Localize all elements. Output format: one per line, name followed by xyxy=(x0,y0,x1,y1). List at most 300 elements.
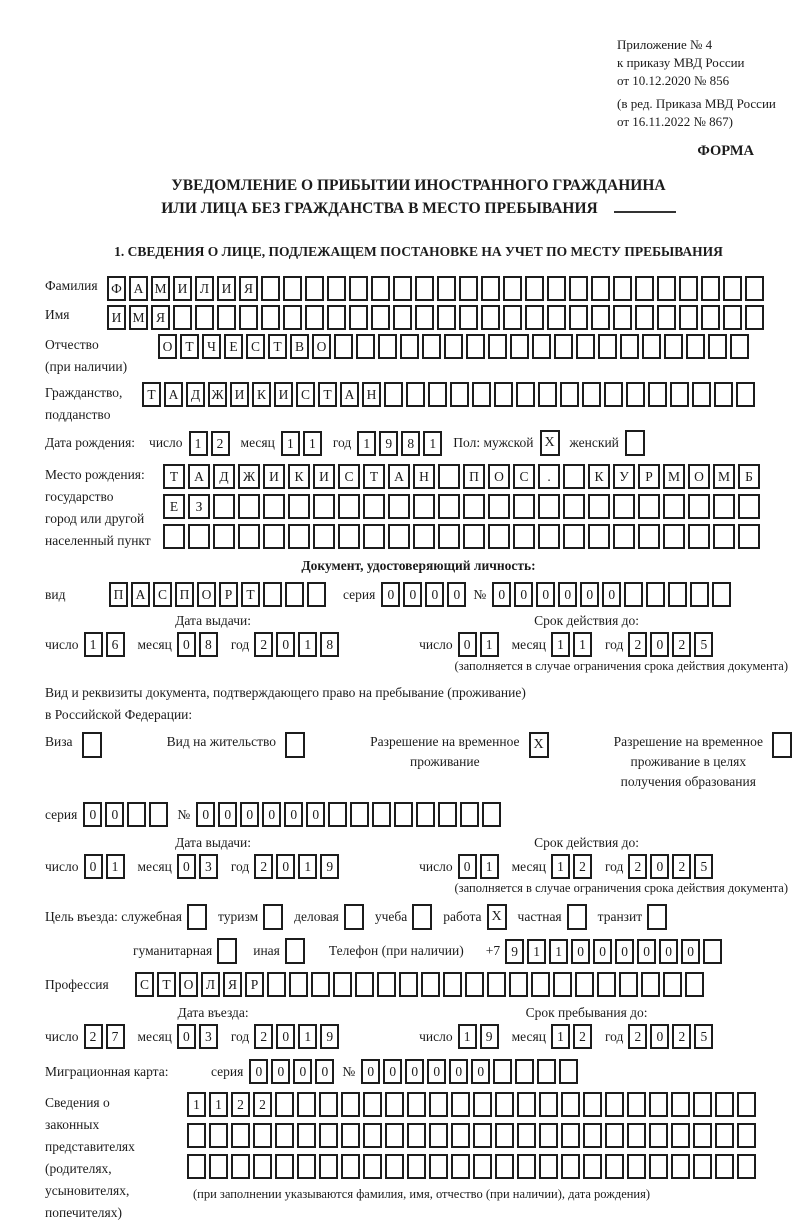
char-cell[interactable] xyxy=(686,334,705,359)
char-cell[interactable] xyxy=(569,276,588,301)
temp-residence-checkbox[interactable]: X xyxy=(529,732,549,758)
char-cell[interactable] xyxy=(149,802,168,827)
char-cell[interactable]: Т xyxy=(157,972,176,997)
char-cell[interactable] xyxy=(715,1092,734,1117)
char-cell[interactable]: Т xyxy=(241,582,260,607)
char-cell[interactable] xyxy=(481,276,500,301)
char-cell[interactable] xyxy=(355,972,374,997)
char-cell[interactable] xyxy=(385,1092,404,1117)
char-cell[interactable]: У xyxy=(613,464,635,489)
char-cell[interactable]: 1 xyxy=(549,939,568,964)
char-cell[interactable] xyxy=(583,1154,602,1179)
char-cell[interactable] xyxy=(539,1092,558,1117)
identity-issue-day-input[interactable] xyxy=(84,632,128,657)
char-cell[interactable] xyxy=(671,1154,690,1179)
char-cell[interactable]: 2 xyxy=(254,632,273,657)
char-cell[interactable]: 8 xyxy=(401,431,420,456)
char-cell[interactable]: М xyxy=(663,464,685,489)
char-cell[interactable]: 0 xyxy=(458,632,477,657)
char-cell[interactable] xyxy=(371,305,390,330)
char-cell[interactable] xyxy=(415,276,434,301)
char-cell[interactable]: Р xyxy=(245,972,264,997)
char-cell[interactable]: 0 xyxy=(602,582,621,607)
char-cell[interactable]: Т xyxy=(363,464,385,489)
char-cell[interactable]: Е xyxy=(163,494,185,519)
char-cell[interactable] xyxy=(613,524,635,549)
char-cell[interactable] xyxy=(517,1123,536,1148)
char-cell[interactable] xyxy=(319,1123,338,1148)
visa-checkbox[interactable] xyxy=(82,732,102,758)
char-cell[interactable] xyxy=(289,972,308,997)
char-cell[interactable] xyxy=(407,1092,426,1117)
entry-day-input[interactable] xyxy=(84,1024,128,1049)
char-cell[interactable] xyxy=(649,1092,668,1117)
char-cell[interactable]: К xyxy=(288,464,310,489)
char-cell[interactable]: 8 xyxy=(320,632,339,657)
char-cell[interactable] xyxy=(668,582,687,607)
char-cell[interactable] xyxy=(715,1123,734,1148)
char-cell[interactable]: С xyxy=(338,464,360,489)
char-cell[interactable] xyxy=(385,1154,404,1179)
char-cell[interactable]: 2 xyxy=(628,632,647,657)
char-cell[interactable]: 1 xyxy=(357,431,376,456)
char-cell[interactable] xyxy=(363,1092,382,1117)
doc-type-input[interactable] xyxy=(109,582,329,607)
char-cell[interactable] xyxy=(363,1123,382,1148)
char-cell[interactable]: О xyxy=(179,972,198,997)
char-cell[interactable]: 5 xyxy=(694,1024,713,1049)
char-cell[interactable] xyxy=(513,494,535,519)
char-cell[interactable] xyxy=(605,1092,624,1117)
char-cell[interactable] xyxy=(305,305,324,330)
char-cell[interactable] xyxy=(627,1092,646,1117)
representatives-line3-input[interactable] xyxy=(187,1154,759,1179)
char-cell[interactable] xyxy=(583,1123,602,1148)
char-cell[interactable] xyxy=(313,494,335,519)
char-cell[interactable] xyxy=(327,276,346,301)
char-cell[interactable]: 1 xyxy=(458,1024,477,1049)
char-cell[interactable] xyxy=(459,305,478,330)
char-cell[interactable] xyxy=(510,334,529,359)
char-cell[interactable] xyxy=(451,1092,470,1117)
female-checkbox[interactable] xyxy=(625,430,645,456)
char-cell[interactable]: 0 xyxy=(403,582,422,607)
char-cell[interactable]: 0 xyxy=(447,582,466,607)
char-cell[interactable]: Т xyxy=(163,464,185,489)
char-cell[interactable] xyxy=(588,494,610,519)
char-cell[interactable] xyxy=(371,276,390,301)
char-cell[interactable] xyxy=(422,334,441,359)
char-cell[interactable]: Т xyxy=(180,334,199,359)
char-cell[interactable]: А xyxy=(131,582,150,607)
char-cell[interactable] xyxy=(416,802,435,827)
char-cell[interactable]: 0 xyxy=(425,582,444,607)
title-blank-line[interactable] xyxy=(614,197,676,213)
char-cell[interactable] xyxy=(588,524,610,549)
char-cell[interactable] xyxy=(738,494,760,519)
char-cell[interactable]: 7 xyxy=(106,1024,125,1049)
char-cell[interactable]: 0 xyxy=(196,802,215,827)
char-cell[interactable]: С xyxy=(296,382,315,407)
char-cell[interactable] xyxy=(576,334,595,359)
char-cell[interactable] xyxy=(646,582,665,607)
char-cell[interactable] xyxy=(626,382,645,407)
char-cell[interactable] xyxy=(657,305,676,330)
identity-valid-year-input[interactable] xyxy=(628,632,716,657)
char-cell[interactable]: 0 xyxy=(83,802,102,827)
char-cell[interactable]: Д xyxy=(213,464,235,489)
char-cell[interactable]: И xyxy=(107,305,126,330)
birth-place-line3-input[interactable] xyxy=(163,524,763,549)
char-cell[interactable]: . xyxy=(538,464,560,489)
char-cell[interactable] xyxy=(713,494,735,519)
char-cell[interactable] xyxy=(737,1154,756,1179)
char-cell[interactable]: Б xyxy=(738,464,760,489)
char-cell[interactable]: З xyxy=(188,494,210,519)
char-cell[interactable]: 0 xyxy=(405,1059,424,1084)
char-cell[interactable]: 3 xyxy=(199,1024,218,1049)
char-cell[interactable] xyxy=(407,1123,426,1148)
char-cell[interactable] xyxy=(537,1059,556,1084)
char-cell[interactable]: 8 xyxy=(199,632,218,657)
char-cell[interactable] xyxy=(561,1154,580,1179)
char-cell[interactable] xyxy=(481,305,500,330)
name-input[interactable] xyxy=(107,305,767,330)
char-cell[interactable] xyxy=(713,524,735,549)
char-cell[interactable] xyxy=(378,334,397,359)
char-cell[interactable] xyxy=(554,334,573,359)
char-cell[interactable]: 0 xyxy=(659,939,678,964)
residence-issue-day-input[interactable] xyxy=(84,854,128,879)
char-cell[interactable] xyxy=(670,382,689,407)
char-cell[interactable]: Ж xyxy=(238,464,260,489)
char-cell[interactable] xyxy=(561,1092,580,1117)
char-cell[interactable] xyxy=(736,382,755,407)
char-cell[interactable] xyxy=(488,524,510,549)
char-cell[interactable]: И xyxy=(263,464,285,489)
char-cell[interactable]: М xyxy=(129,305,148,330)
identity-valid-day-input[interactable] xyxy=(458,632,502,657)
char-cell[interactable]: И xyxy=(173,276,192,301)
citizenship-input[interactable] xyxy=(142,382,758,407)
char-cell[interactable] xyxy=(385,1123,404,1148)
char-cell[interactable]: 0 xyxy=(271,1059,290,1084)
char-cell[interactable]: В xyxy=(290,334,309,359)
char-cell[interactable] xyxy=(525,276,544,301)
char-cell[interactable]: И xyxy=(274,382,293,407)
char-cell[interactable]: М xyxy=(713,464,735,489)
profession-input[interactable] xyxy=(135,972,707,997)
char-cell[interactable]: 0 xyxy=(449,1059,468,1084)
char-cell[interactable]: И xyxy=(230,382,249,407)
char-cell[interactable] xyxy=(253,1123,272,1148)
char-cell[interactable] xyxy=(429,1123,448,1148)
char-cell[interactable] xyxy=(495,1123,514,1148)
char-cell[interactable]: 2 xyxy=(211,431,230,456)
char-cell[interactable]: 1 xyxy=(298,632,317,657)
char-cell[interactable]: С xyxy=(246,334,265,359)
purpose-transit-checkbox[interactable] xyxy=(647,904,667,930)
char-cell[interactable] xyxy=(563,464,585,489)
char-cell[interactable] xyxy=(349,305,368,330)
char-cell[interactable] xyxy=(649,1123,668,1148)
char-cell[interactable] xyxy=(712,582,731,607)
char-cell[interactable]: 0 xyxy=(276,1024,295,1049)
char-cell[interactable] xyxy=(613,305,632,330)
char-cell[interactable]: И xyxy=(217,276,236,301)
char-cell[interactable] xyxy=(231,1154,250,1179)
char-cell[interactable] xyxy=(466,334,485,359)
char-cell[interactable] xyxy=(563,524,585,549)
char-cell[interactable]: 2 xyxy=(254,1024,273,1049)
char-cell[interactable] xyxy=(288,524,310,549)
char-cell[interactable] xyxy=(231,1123,250,1148)
char-cell[interactable] xyxy=(413,494,435,519)
char-cell[interactable] xyxy=(217,305,236,330)
representatives-line1-input[interactable] xyxy=(187,1092,759,1117)
char-cell[interactable]: Р xyxy=(638,464,660,489)
patronymic-input[interactable] xyxy=(158,334,752,359)
birth-day-input[interactable] xyxy=(189,431,233,456)
char-cell[interactable] xyxy=(285,582,304,607)
char-cell[interactable] xyxy=(363,1154,382,1179)
char-cell[interactable] xyxy=(627,1123,646,1148)
doc-number-input[interactable] xyxy=(492,582,734,607)
char-cell[interactable]: К xyxy=(588,464,610,489)
char-cell[interactable] xyxy=(488,494,510,519)
char-cell[interactable] xyxy=(356,334,375,359)
char-cell[interactable] xyxy=(575,972,594,997)
char-cell[interactable]: 0 xyxy=(249,1059,268,1084)
char-cell[interactable]: 0 xyxy=(471,1059,490,1084)
migration-number-input[interactable] xyxy=(361,1059,581,1084)
char-cell[interactable] xyxy=(341,1092,360,1117)
char-cell[interactable] xyxy=(679,276,698,301)
char-cell[interactable] xyxy=(333,972,352,997)
char-cell[interactable] xyxy=(715,1154,734,1179)
char-cell[interactable]: 2 xyxy=(84,1024,103,1049)
char-cell[interactable]: 1 xyxy=(480,632,499,657)
char-cell[interactable] xyxy=(539,1123,558,1148)
residence-permit-checkbox[interactable] xyxy=(285,732,305,758)
char-cell[interactable] xyxy=(539,1154,558,1179)
char-cell[interactable] xyxy=(213,494,235,519)
char-cell[interactable] xyxy=(341,1123,360,1148)
residence-number-input[interactable] xyxy=(196,802,504,827)
char-cell[interactable] xyxy=(701,305,720,330)
char-cell[interactable] xyxy=(723,276,742,301)
char-cell[interactable]: 0 xyxy=(681,939,700,964)
char-cell[interactable] xyxy=(438,464,460,489)
birth-place-line1-input[interactable] xyxy=(163,464,763,489)
char-cell[interactable] xyxy=(591,305,610,330)
char-cell[interactable]: П xyxy=(109,582,128,607)
char-cell[interactable] xyxy=(275,1123,294,1148)
char-cell[interactable]: Н xyxy=(413,464,435,489)
char-cell[interactable] xyxy=(428,382,447,407)
char-cell[interactable]: 1 xyxy=(84,632,103,657)
char-cell[interactable]: 0 xyxy=(177,854,196,879)
birth-year-input[interactable] xyxy=(357,431,445,456)
char-cell[interactable]: П xyxy=(175,582,194,607)
char-cell[interactable] xyxy=(463,494,485,519)
residence-series-input[interactable] xyxy=(83,802,171,827)
entry-year-input[interactable] xyxy=(254,1024,342,1049)
char-cell[interactable] xyxy=(338,494,360,519)
char-cell[interactable] xyxy=(173,305,192,330)
identity-valid-month-input[interactable] xyxy=(551,632,595,657)
char-cell[interactable] xyxy=(415,305,434,330)
purpose-official-checkbox[interactable] xyxy=(187,904,207,930)
char-cell[interactable]: 1 xyxy=(573,632,592,657)
residence-valid-day-input[interactable] xyxy=(458,854,502,879)
char-cell[interactable] xyxy=(583,1092,602,1117)
char-cell[interactable] xyxy=(635,305,654,330)
char-cell[interactable] xyxy=(624,582,643,607)
char-cell[interactable] xyxy=(460,802,479,827)
char-cell[interactable] xyxy=(671,1092,690,1117)
char-cell[interactable] xyxy=(561,1123,580,1148)
char-cell[interactable] xyxy=(363,524,385,549)
char-cell[interactable]: Д xyxy=(186,382,205,407)
char-cell[interactable] xyxy=(372,802,391,827)
char-cell[interactable]: 1 xyxy=(480,854,499,879)
char-cell[interactable] xyxy=(263,494,285,519)
char-cell[interactable] xyxy=(297,1154,316,1179)
char-cell[interactable]: А xyxy=(340,382,359,407)
char-cell[interactable]: 1 xyxy=(423,431,442,456)
char-cell[interactable]: 0 xyxy=(276,632,295,657)
char-cell[interactable]: 5 xyxy=(694,854,713,879)
char-cell[interactable] xyxy=(472,382,491,407)
char-cell[interactable] xyxy=(473,1123,492,1148)
char-cell[interactable] xyxy=(327,305,346,330)
char-cell[interactable] xyxy=(663,494,685,519)
char-cell[interactable] xyxy=(503,305,522,330)
char-cell[interactable] xyxy=(451,1123,470,1148)
residence-issue-year-input[interactable] xyxy=(254,854,342,879)
char-cell[interactable] xyxy=(275,1092,294,1117)
char-cell[interactable]: Е xyxy=(224,334,243,359)
char-cell[interactable]: Ч xyxy=(202,334,221,359)
char-cell[interactable] xyxy=(213,524,235,549)
char-cell[interactable] xyxy=(569,305,588,330)
char-cell[interactable]: 1 xyxy=(187,1092,206,1117)
char-cell[interactable]: 6 xyxy=(106,632,125,657)
residence-issue-month-input[interactable] xyxy=(177,854,221,879)
char-cell[interactable] xyxy=(648,382,667,407)
entry-month-input[interactable] xyxy=(177,1024,221,1049)
char-cell[interactable]: Т xyxy=(318,382,337,407)
char-cell[interactable]: 0 xyxy=(650,1024,669,1049)
char-cell[interactable]: Л xyxy=(195,276,214,301)
identity-issue-year-input[interactable] xyxy=(254,632,342,657)
char-cell[interactable]: 0 xyxy=(293,1059,312,1084)
char-cell[interactable] xyxy=(663,972,682,997)
char-cell[interactable]: П xyxy=(463,464,485,489)
char-cell[interactable]: И xyxy=(313,464,335,489)
char-cell[interactable]: А xyxy=(388,464,410,489)
char-cell[interactable] xyxy=(701,276,720,301)
char-cell[interactable] xyxy=(515,1059,534,1084)
char-cell[interactable]: 2 xyxy=(573,854,592,879)
char-cell[interactable]: О xyxy=(312,334,331,359)
char-cell[interactable] xyxy=(319,1154,338,1179)
char-cell[interactable]: М xyxy=(151,276,170,301)
char-cell[interactable]: Т xyxy=(268,334,287,359)
char-cell[interactable] xyxy=(253,1154,272,1179)
birth-place-line2-input[interactable] xyxy=(163,494,763,519)
stay-year-input[interactable] xyxy=(628,1024,716,1049)
char-cell[interactable]: 9 xyxy=(320,1024,339,1049)
char-cell[interactable]: С xyxy=(153,582,172,607)
char-cell[interactable]: 0 xyxy=(536,582,555,607)
char-cell[interactable]: 1 xyxy=(551,854,570,879)
char-cell[interactable] xyxy=(399,972,418,997)
char-cell[interactable] xyxy=(495,1092,514,1117)
char-cell[interactable]: 0 xyxy=(315,1059,334,1084)
char-cell[interactable] xyxy=(238,524,260,549)
char-cell[interactable] xyxy=(482,802,501,827)
char-cell[interactable]: 0 xyxy=(427,1059,446,1084)
char-cell[interactable]: 1 xyxy=(303,431,322,456)
char-cell[interactable] xyxy=(283,305,302,330)
char-cell[interactable] xyxy=(328,802,347,827)
char-cell[interactable] xyxy=(163,524,185,549)
char-cell[interactable]: А xyxy=(164,382,183,407)
char-cell[interactable] xyxy=(745,276,764,301)
char-cell[interactable] xyxy=(438,494,460,519)
char-cell[interactable] xyxy=(620,334,639,359)
char-cell[interactable] xyxy=(553,972,572,997)
char-cell[interactable]: 0 xyxy=(84,854,103,879)
char-cell[interactable] xyxy=(429,1092,448,1117)
char-cell[interactable]: 2 xyxy=(253,1092,272,1117)
char-cell[interactable] xyxy=(338,524,360,549)
char-cell[interactable]: 0 xyxy=(615,939,634,964)
purpose-other-checkbox[interactable] xyxy=(285,938,305,964)
char-cell[interactable] xyxy=(413,524,435,549)
char-cell[interactable] xyxy=(563,494,585,519)
purpose-study-checkbox[interactable] xyxy=(412,904,432,930)
char-cell[interactable]: 2 xyxy=(672,854,691,879)
char-cell[interactable]: 0 xyxy=(262,802,281,827)
char-cell[interactable] xyxy=(737,1123,756,1148)
char-cell[interactable]: 0 xyxy=(276,854,295,879)
char-cell[interactable] xyxy=(473,1154,492,1179)
char-cell[interactable]: 0 xyxy=(284,802,303,827)
char-cell[interactable] xyxy=(406,382,425,407)
char-cell[interactable] xyxy=(560,382,579,407)
char-cell[interactable]: 0 xyxy=(361,1059,380,1084)
representatives-line2-input[interactable] xyxy=(187,1123,759,1148)
char-cell[interactable]: 0 xyxy=(306,802,325,827)
char-cell[interactable] xyxy=(642,334,661,359)
char-cell[interactable] xyxy=(465,972,484,997)
char-cell[interactable] xyxy=(459,276,478,301)
char-cell[interactable]: 1 xyxy=(189,431,208,456)
char-cell[interactable] xyxy=(708,334,727,359)
char-cell[interactable] xyxy=(429,1154,448,1179)
char-cell[interactable] xyxy=(517,1154,536,1179)
char-cell[interactable] xyxy=(239,305,258,330)
char-cell[interactable] xyxy=(693,1123,712,1148)
char-cell[interactable] xyxy=(384,382,403,407)
char-cell[interactable]: О xyxy=(488,464,510,489)
char-cell[interactable] xyxy=(692,382,711,407)
char-cell[interactable]: 2 xyxy=(672,632,691,657)
char-cell[interactable] xyxy=(538,524,560,549)
